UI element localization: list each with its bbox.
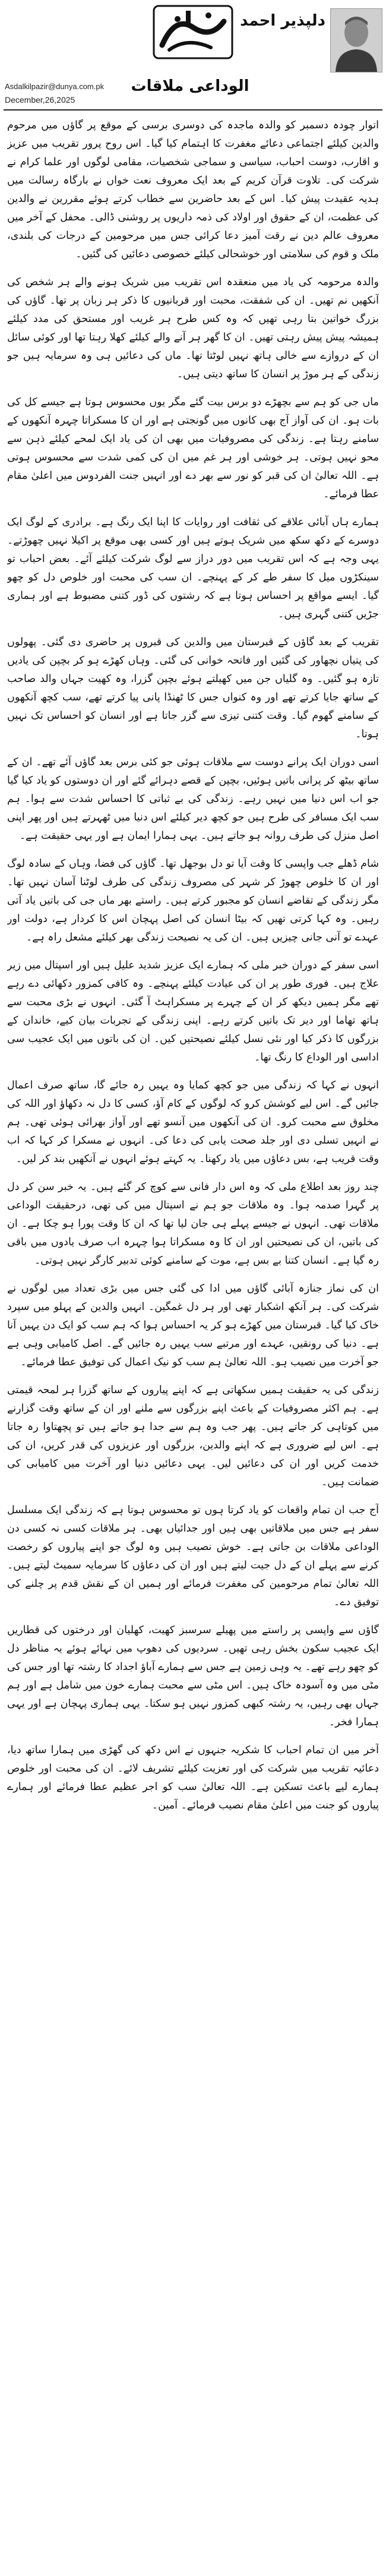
author-name: دلپذیر احمد (240, 12, 325, 30)
article-paragraph: اسی دوران ایک پرانے دوست سے ملاقات ہوئی جو کئی برس بعد گاؤں آئے تھے۔ ان کے ساتھ بیٹھ کر پرانی باتیں ہوئیں، بچپن کے قصے دہرائے گئے اور ان دوستوں کو یاد کیا گیا جو اب اس دنیا میں نہیں رہے۔ زندگی کی بے ثباتی کا احساس شدت سے ہوا۔ ہم سب ایک مسافر کی طرح ہیں جو کچھ دیر کیلئے اس دنیا میں ٹھہرتے ہیں اور پھر اپنی اصل منزل کی طرف روانہ ہو جاتے ہیں۔ یہی ہمارا ایمان ہے اور یہی حقیقت ہے۔ (7, 756, 379, 842)
article-body (7, 116, 379, 2564)
article-paragraph: ان کی نماز جنازہ آبائی گاؤں میں ادا کی گئی جس میں بڑی تعداد میں لوگوں نے شرکت کی۔ ہر آنکھ اشکبار تھی اور ہر دل غمگین۔ انہیں والدین کے پہلو میں سپرد خاک کیا گیا۔ قبرستان میں کھڑے ہو کر یہ احساس ہوا کہ ہم سب کو ایک دن یہیں آنا ہے۔ دنیا کی رونقیں، عہدے اور مرتبے سب یہیں رہ جائیں گے۔ اصل کامیابی وہی ہے جو آخرت میں نصیب ہو۔ اللہ تعالیٰ ہم سب کو نیک اعمال کی توفیق عطا فرمائے۔ (7, 1283, 379, 1368)
author-portrait-icon (331, 9, 382, 72)
article-paragraph: تقریب کے بعد گاؤں کے قبرستان میں والدین کی قبروں پر حاضری دی گئی۔ پھولوں کی پتیاں نچھاور کی گئیں اور فاتحہ خوانی کی گئی۔ وہاں کھڑے ہو کر بچپن کی یادیں تازہ ہو گئیں۔ وہ گلیاں جن میں کھیلتے ہوئے بچپن گزرا، وہ کھیت جہاں والد صاحب کے ساتھ جایا کرتے تھے اور وہ کنواں جس کا ٹھنڈا پانی پیا کرتے تھے، سب کچھ آنکھوں کے سامنے گھوم گیا۔ وقت کتنی تیزی سے گزر جاتا ہے اور انسان کو احساس تک نہیں ہوتا۔ (7, 636, 379, 740)
article-paragraph: انہوں نے کہا کہ زندگی میں جو کچھ کمایا وہ یہیں رہ جائے گا، ساتھ صرف اعمال جائیں گے۔ اس لیے کوشش کرو کہ لوگوں کے کام آؤ، کسی کا دل نہ دکھاؤ اور اللہ کی مخلوق سے محبت کرو۔ ان کی آنکھوں میں آنسو تھے اور آواز بھرائی ہوئی تھی۔ ہم نے انہیں تسلی دی اور جلد صحت یابی کی دعا کی۔ انہوں نے مسکرا کر کہا کہ اب وقت قریب ہے، بس دعاؤں میں یاد رکھنا۔ یہ کہتے ہوئے انہوں نے آنکھیں بند کر لیں۔ (7, 1079, 379, 1165)
article-paragraph: ہمارے ہاں آبائی علاقے کی ثقافت اور روایات کا اپنا ایک رنگ ہے۔ برادری کے لوگ ایک دوسرے کے دکھ سکھ میں شریک ہوتے ہیں اور کسی بھی موقع پر اکیلا نہیں چھوڑتے۔ یہی وجہ ہے کہ اس تقریب میں دور دراز سے لوگ شرکت کیلئے آئے۔ بعض احباب تو سینکڑوں میل کا سفر طے کر کے پہنچے۔ ان سب کی محبت اور خلوص دل کو چھو گیا۔ ایسے مواقع پر احساس ہوتا ہے کہ رشتوں کی ڈور کتنی مضبوط ہے اور ہماری جڑیں کتنی گہری ہیں۔ (7, 516, 379, 620)
author-photo (330, 8, 382, 72)
article-paragraph: آج جب ان تمام واقعات کو یاد کرتا ہوں تو محسوس ہوتا ہے کہ زندگی ایک مسلسل سفر ہے جس میں ملاقاتیں بھی ہیں اور جدائیاں بھی۔ ہر ملاقات کسی نہ کسی دن الوداعی ملاقات بن جاتی ہے۔ خوش نصیب ہیں وہ لوگ جو اپنے پیاروں کو رخصت کرنے سے پہلے ان کے دل جیت لیتے ہیں اور ان کی دعاؤں کا سرمایہ سمیٹ لیتے ہیں۔ اللہ تعالیٰ تمام مرحومین کی مغفرت فرمائے اور ہمیں ان کے نقش قدم پر چلنے کی توفیق دے۔ (7, 1504, 379, 1608)
article-paragraph: گاؤں سے واپسی پر راستے میں پھیلے سرسبز کھیت، کھلیان اور درختوں کی قطاریں ایک عجیب سکون بخش رہی تھیں۔ سردیوں کی دھوپ میں نہائے ہوئے یہ مناظر دل کو چھو رہے تھے۔ یہ وہی زمین ہے جس سے ہمارے آباؤ اجداد کا رشتہ تھا اور جس کی مٹی میں وہ آسودہ خاک ہیں۔ اس مٹی سے محبت ہمارے خون میں شامل ہے اور ہم جہاں بھی رہیں، یہ رشتہ کبھی کمزور نہیں ہو سکتا۔ یہی ہماری پہچان ہے اور یہی ہمارا فخر۔ (7, 1624, 379, 1728)
article-paragraph: اسی سفر کے دوران خبر ملی کہ ہمارے ایک عزیز شدید علیل ہیں اور اسپتال میں زیر علاج ہیں۔ فوری طور پر ان کی عیادت کیلئے پہنچے۔ وہ کافی کمزور دکھائی دے رہے تھے مگر ہمیں دیکھ کر ان کے چہرے پر مسکراہٹ آ گئی۔ انہوں نے بڑی محبت سے ہاتھ تھاما اور دیر تک باتیں کرتے رہے۔ اپنی زندگی کے تجربات بیان کیے، خاندان کے بزرگوں کا ذکر کیا اور نئی نسل کیلئے نصیحتیں کیں۔ ان کی باتوں میں ایک عجیب سی اداسی اور الوداع کا رنگ تھا۔ (7, 959, 379, 1063)
author-byline (222, 8, 382, 80)
article-title: الوداعی ملاقات (131, 77, 249, 95)
article-paragraph: والدہ مرحومہ کی یاد میں منعقدہ اس تقریب میں شریک ہونے والے ہر شخص کی آنکھیں نم تھیں۔ ان کی شفقت، محبت اور قربانیوں کا ذکر ہر زبان پر تھا۔ گاؤں کی بزرگ خواتین بتا رہی تھیں کہ وہ کس طرح ہر غریب اور مستحق کی مدد کیلئے ہمیشہ پیش پیش رہتی تھیں۔ ان کا گھر ہر آنے والے کیلئے کھلا رہتا تھا اور کوئی سائل ان کے دروازے سے خالی ہاتھ نہیں لوٹتا تھا۔ ماں کی دعائیں ہی وہ سرمایہ ہیں جو زندگی کے ہر موڑ پر انسان کا ساتھ دیتی ہیں۔ (7, 276, 379, 380)
article-paragraph: ماں جی کو ہم سے بچھڑے دو برس بیت گئے مگر یوں محسوس ہوتا ہے جیسے کل کی بات ہو۔ ان کی آواز آج بھی کانوں میں گونجتی ہے اور ان کا مسکراتا چہرہ آنکھوں کے سامنے رہتا ہے۔ زندگی کی مصروفیات میں بھی ان کی یاد ایک لمحے کیلئے ذہن سے محو نہیں ہوتی۔ ہر خوشی اور ہر غم میں ان کی کمی شدت سے محسوس ہوتی ہے۔ اللہ تعالیٰ ان کی قبر کو نور سے بھر دے اور انہیں جنت الفردوس میں اعلیٰ مقام عطا فرمائے۔ (7, 396, 379, 500)
article-paragraph: آخر میں ان تمام احباب کا شکریہ جنہوں نے اس دکھ کی گھڑی میں ہمارا ساتھ دیا، دعائیہ تقریب میں شرکت کی اور تعزیت کیلئے تشریف لائے۔ ان کی محبت اور خلوص ہمارے لیے باعث تسکین ہے۔ اللہ تعالیٰ سب کو اجر عظیم عطا فرمائے اور ہمارے پیاروں کو جنت میں اعلیٰ مقام نصیب فرمائے۔ آمین۔ (7, 1744, 379, 1811)
article-paragraph: زندگی کی یہ حقیقت ہمیں سکھاتی ہے کہ اپنے پیاروں کے ساتھ گزرا ہر لمحہ قیمتی ہے۔ ہم اکثر مصروفیات کے باعث اپنے بزرگوں سے ملنے اور ان کے ساتھ وقت گزارنے میں کوتاہی کر جاتے ہیں۔ پھر جب وہ ہم سے جدا ہو جاتے ہیں تو پچھتاوا رہ جاتا ہے۔ اس لیے ضروری ہے کہ اپنے والدین، بزرگوں اور عزیزوں کی قدر کریں، ان کی خدمت کریں اور ان کی دعائیں لیں۔ یہی دعائیں دنیا اور آخرت میں کامیابی کی ضمانت ہیں۔ (7, 1384, 379, 1488)
header-divider (4, 109, 382, 111)
author-email[interactable]: Asdalkilpazir@dunya.com.pk (5, 82, 105, 91)
article-paragraph: اتوار چودہ دسمبر کو والدہ ماجدہ کی دوسری برسی کے موقع پر گاؤں میں مرحوم والدین کیلئے اجتماعی دعائے مغفرت کا اہتمام کیا گیا۔ اس روح پرور تقریب میں عزیز و اقارب، دوست احباب، سیاسی و سماجی شخصیات، مقامی لوگوں اور علما کرام نے شرکت کی۔ تلاوت قرآن کریم کے بعد ایک معروف نعت خواں نے بارگاہ رسالت میں ہدیہ عقیدت پیش کیا۔ اس کے بعد حاضرین سے خطاب کرتے ہوئے مقررین نے والدین کی عظمت، ان کے حقوق اور اولاد کی ذمہ داریوں پر روشنی ڈالی۔ محفل کے آخر میں معروف عالم دین نے رقت آمیز دعا کرائی جس میں مرحومین کے درجات کی بلندی، ملک و قوم کی سلامتی اور خوشحالی کیلئے خصوصی دعائیں کی گئیں۔ (7, 119, 379, 260)
publish-date: December,26,2025 (5, 95, 75, 105)
article-paragraph: چند روز بعد اطلاع ملی کہ وہ اس دار فانی سے کوچ کر گئے ہیں۔ یہ خبر سن کر دل پر گہرا صدمہ ہوا۔ وہ ملاقات جو ہم نے اسپتال میں کی تھی، درحقیقت الوداعی ملاقات تھی۔ انہوں نے جیسے پہلے ہی جان لیا تھا کہ ان کا وقت پورا ہو چکا ہے۔ ان کی باتیں، ان کی نصیحتیں اور ان کا وہ مسکراتا ہوا چہرہ اب صرف یادوں میں باقی رہ گیا ہے۔ انسان کتنا بے بس ہے، موت کے سامنے کوئی تدبیر کارگر نہیں ہوتی۔ (7, 1181, 379, 1267)
article-paragraph: شام ڈھلے جب واپسی کا وقت آیا تو دل بوجھل تھا۔ گاؤں کی فضا، وہاں کے سادہ لوگ اور ان کا خلوص چھوڑ کر شہر کی مصروف زندگی کی طرف لوٹنا آسان نہیں تھا۔ مگر زندگی کے تقاضے انسان کو مجبور کرتے ہیں۔ راستے بھر ماں جی کی باتیں یاد آتی رہیں۔ وہ کہا کرتی تھیں کہ بیٹا انسان کی اصل پہچان اس کا کردار ہے، دولت اور عہدے تو آنی جانی چیزیں ہیں۔ ان کی یہ نصیحت زندگی بھر کیلئے مشعل راہ ہے۔ (7, 858, 379, 943)
masthead (0, 0, 386, 113)
